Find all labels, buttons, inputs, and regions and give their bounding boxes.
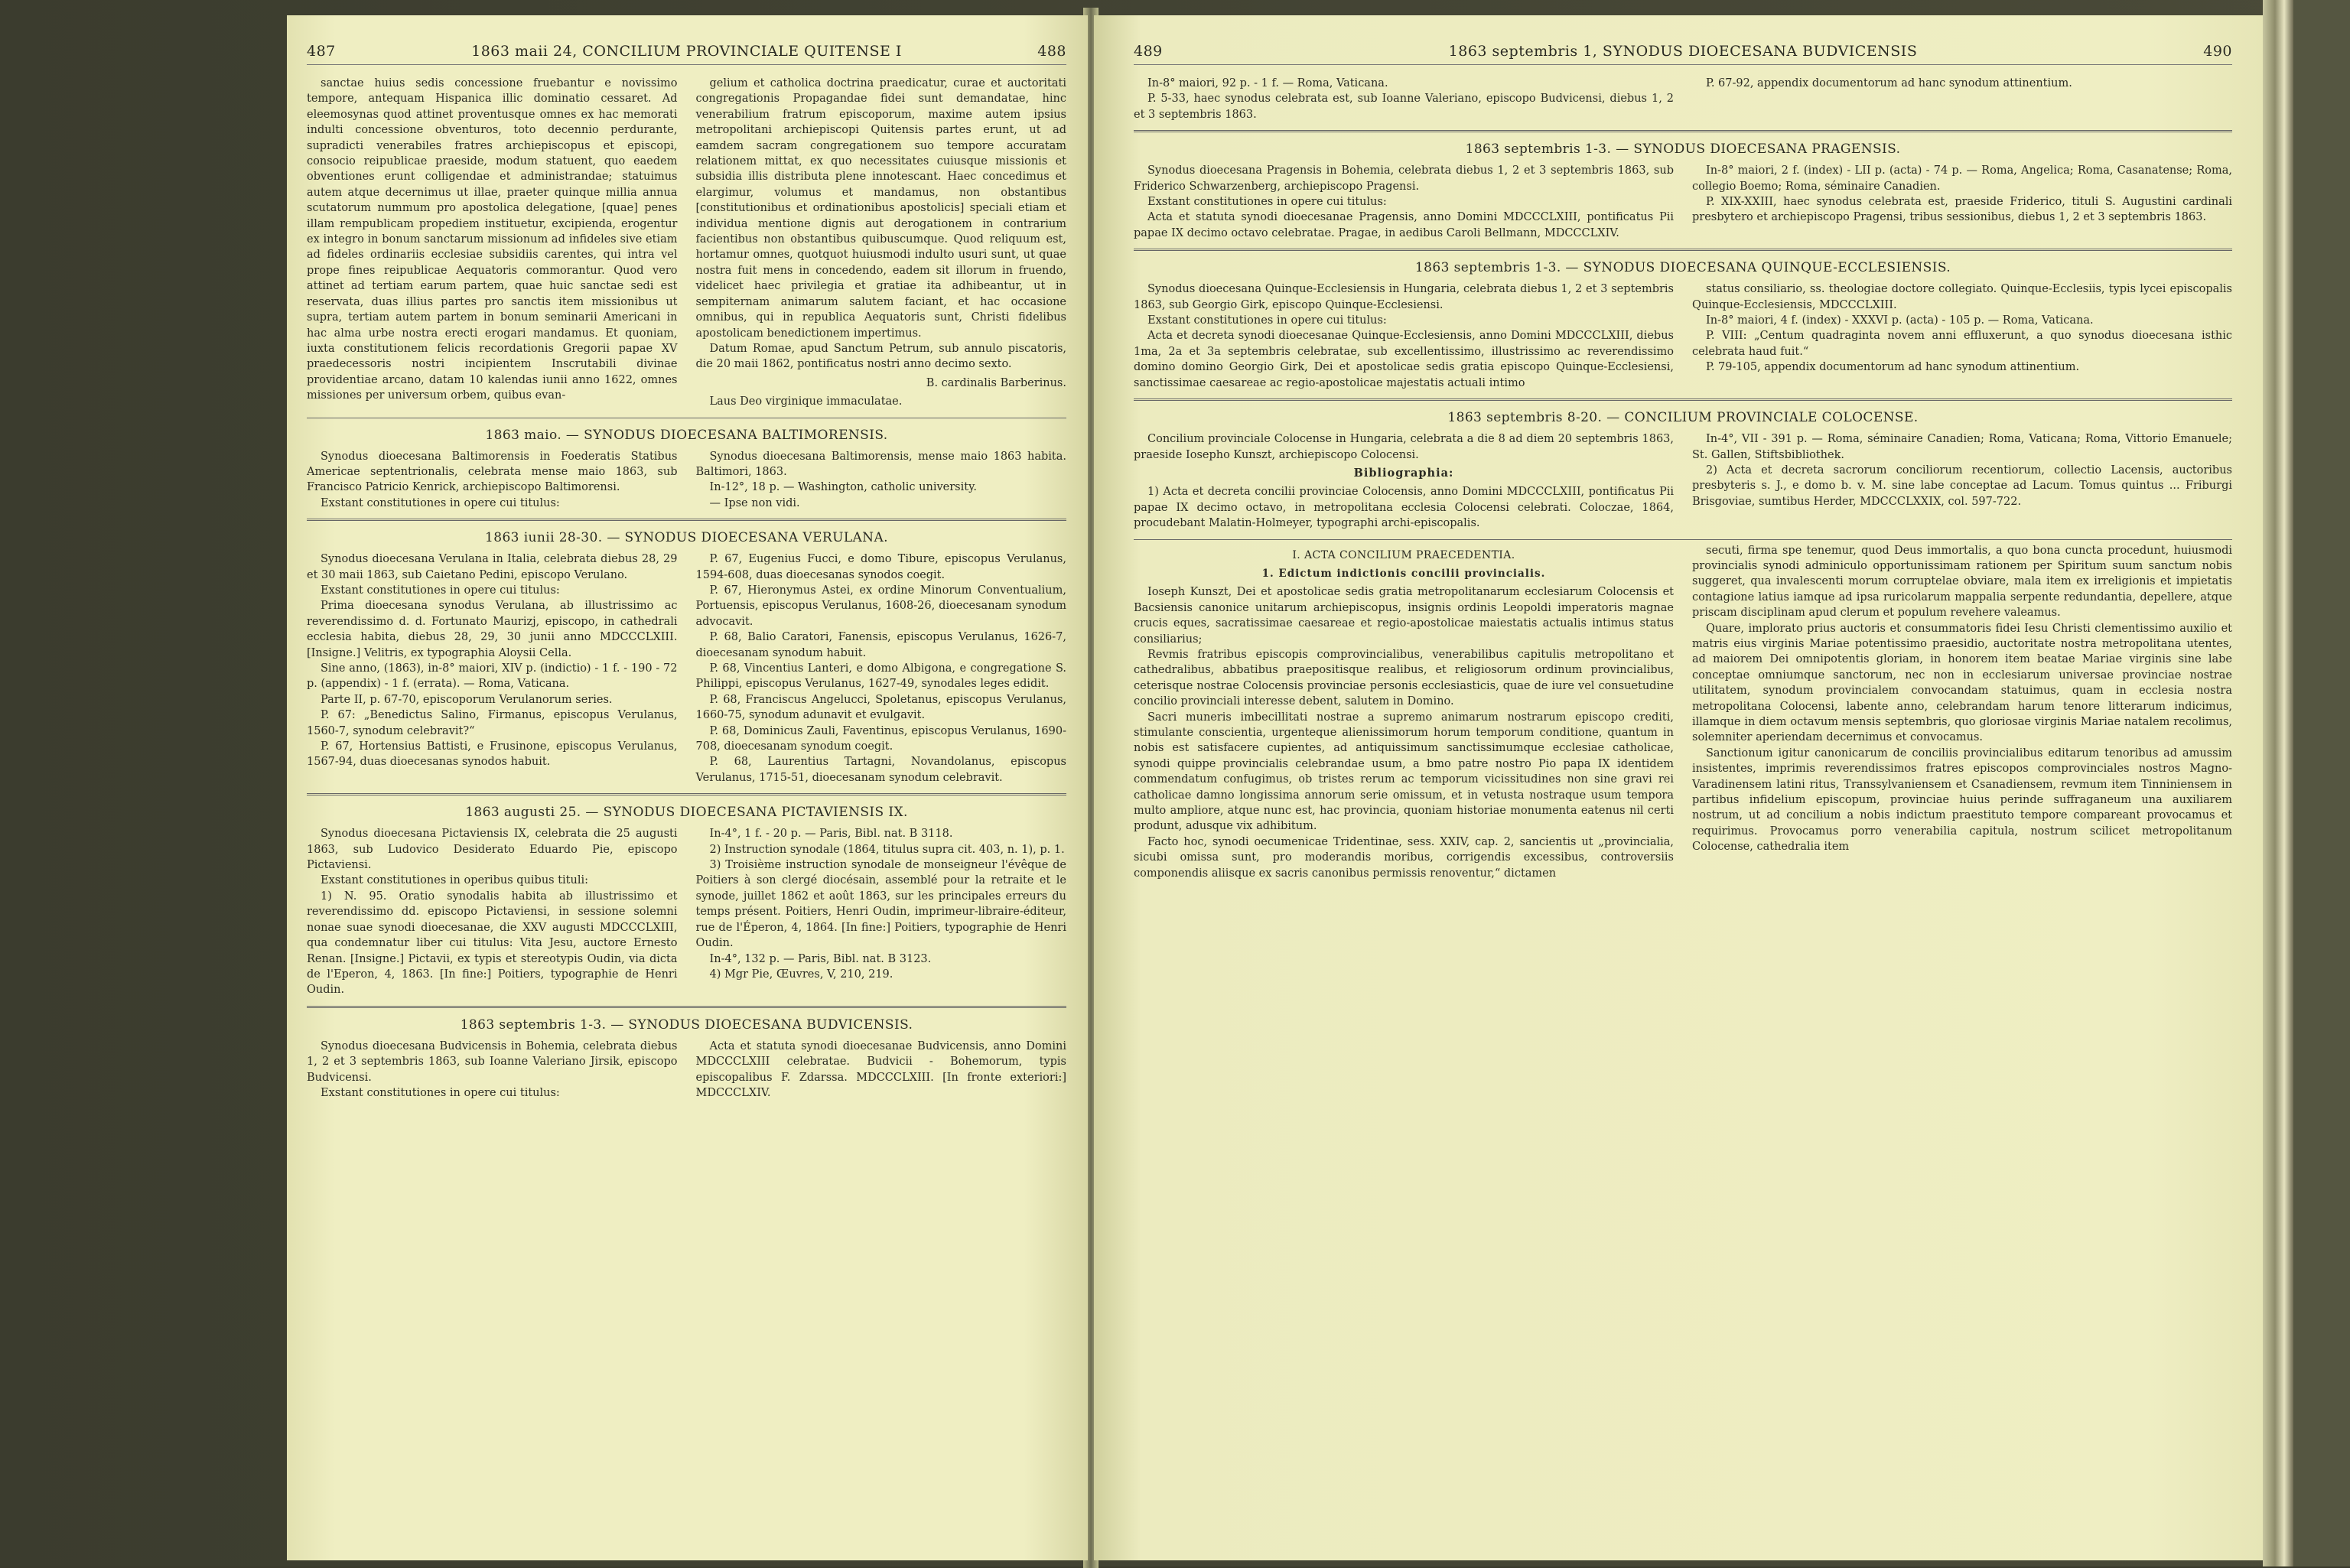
divider <box>1134 399 2232 401</box>
paragraph: Exstant constitutiones in opere cui titulus: <box>1147 196 1387 209</box>
closing-line: Laus Deo virginique immaculatae. <box>709 395 903 408</box>
bibliography-heading: Bibliographia: <box>1353 466 1454 480</box>
paragraph: 2) Acta et decreta sacrorum conciliorum recentiorum, collectio Lacensis, auctoribus presbyteris s. J., e domo b. v. M. sine labe conceptae ad Lacum. Tomus quintus ... Friburgi Brisgoviae, sumtibus Herder, MDCCCLXXIX, col. 597-722. <box>1692 464 2232 508</box>
signature: B. cardinalis Barberinus. <box>926 376 1066 389</box>
paragraph: P. 79-105, appendix documentorum ad hanc synodum attinentium. <box>1706 361 2080 374</box>
paragraph: Synodus dioecesana Budvicensis in Bohemia, celebrata diebus 1, 2 et 3 septembris 1863, sub Ioanne Valeriano Jirsik, episcopo Budvicensi. <box>307 1039 678 1084</box>
paragraph: In-8° maiori, 4 f. (index) - XXXVI p. (acta) - 105 p. — Roma, Vaticana. <box>1706 314 2094 327</box>
paragraph: secuti, firma spe tenemur, quod Deus immortalis, a quo bona cuncta procedunt, huiusmodi provincialis synodi adminiculo opportunissimam rationem per Spiritum suum sanctum nobis suggeret, qua invalescenti morum corruptelae obviare, mala item ex irreligionis et impietatis contagione latius iamque ad ipsa ruricolarum mappalia serpente redundantia, depellere, atque priscam disciplinam apud clerum et populum revehere valeamus. <box>1692 544 2232 620</box>
column-right <box>696 826 1067 997</box>
paragraph: Acta et statuta synodi dioecesanae Pragensis, anno Domini MDCCCLXIII, pontificatus Pii papae IX decimo octavo celebratae. Pragae, in aedibus Caroli Bellmann, MDCCCLXIV. <box>1134 211 1674 239</box>
paragraph: P. XIX-XXIII, haec synodus celebrata est, praeside Friderico, tituli S. Augustini cardinali presbytero et archiepiscopo Pragensi, tribus sessionibus, diebus 1, 2 et 3 septembris 1863. <box>1692 196 2232 224</box>
column-left <box>1134 543 1674 882</box>
paragraph: Synodus dioecesana Baltimorensis, mense maio 1863 habita. Baltimori, 1863. <box>695 450 1066 478</box>
paragraph: Concilium provinciale Colocense in Hungaria, celebrata a die 8 ad diem 20 septembris 1863, praeside Iosepho Kunszt, archiepiscopo Colocensi. <box>1134 433 1674 461</box>
paragraph: 1) N. 95. Oratio synodalis habita ab illustrissimo et reverendissimo dd. episcopo Pictaviensi, in sessione solemni nonae suae synodi dioecesanae, die XXV augusti MDCCCLXIII, qua condemnatur liber cui titulus: Vita Jesu, auctore Ernesto Renan. [Insigne.] Pictavii, ex typis et stereotypis Oudin, via dicta de l'Eperon, 4, 1863. [In fine:] Poitiers, typographie de Henri Oudin. <box>307 890 678 997</box>
column-right <box>1692 76 2232 122</box>
section-budvicensis <box>307 1017 1066 1101</box>
left-page <box>287 15 1088 1560</box>
section-title: 1863 septembris 8-20. — CONCILIUM PROVINCIALE COLOCENSE. <box>1447 410 1919 426</box>
paragraph: Exstant constitutiones in opere cui titulus: <box>321 584 560 597</box>
paragraph: P. 68, Balio Caratori, Fanensis, episcopus Verulanus, 1626-7, dioecesanam synodum habuit. <box>695 631 1066 659</box>
paragraph: Quare, implorato prius auctoris et consummatoris fidei Iesu Christi clementissimo auxilio et matris eius virginis Mariae potentissimo praesidio, auctoritate nostra metropolitana utentes, ad maiorem Dei omnipotentis gloriam, in honorem item beatae Mariae virginis sine labe conceptae omniumque sanctorum, nec non in ecclesiarum universae provinciae nostrae utilitatem, synodum provincialem convocandam statuimus, quam in ecclesia nostra metropolitana Colocensi, labente anno, celebrandam harum tenore litterarum indicimus, illamque in diem octavum mensis septembris, quo gloriosae virginis Mariae natalem recolimus, solemniter aperiendam decernimus et convocamus. <box>1692 622 2232 744</box>
subsection-subheading: 1. Edictum indictionis concilii provincialis. <box>1261 567 1546 580</box>
section-title: 1863 iunii 28-30. — SYNODUS DIOECESANA VERULANA. <box>485 530 888 546</box>
page-number: 490 <box>2203 43 2232 60</box>
column-left <box>307 76 678 410</box>
column-right <box>1692 431 2232 531</box>
column-right <box>1692 281 2232 391</box>
paragraph: Prima dioecesana synodus Verulana, ab illustrissimo ac reverendissimo d. d. Fortunato Maurizj, episcopo, in cathedrali ecclesia habita, diebus 28, 29, 30 junii anno MDCCCLXIII. [Insigne.] Velitris, ex typographia Aloysii Cella. <box>307 600 678 659</box>
paragraph: 3) Troisième instruction synodale de monseigneur l'évêque de Poitiers à son clergé diocésain, assemblé pour la retraite et le synode, juillet 1862 et août 1863, sur les principales erreurs du temps présent. Poitiers, Henri Oudin, imprimeur-libraire-éditeur, rue de l'Éperon, 4, 1864. [In fine:] Poitiers, typographie de Henri Oudin. <box>695 859 1066 950</box>
divider <box>1134 249 2232 251</box>
paragraph: Synodus dioecesana Pragensis in Bohemia, celebrata diebus 1, 2 et 3 septembris 1863, sub Friderico Schwarzenberg, archiepiscopo Pragensi. <box>1134 164 1674 193</box>
divider <box>307 793 1066 795</box>
paragraph: gelium et catholica doctrina praedicatur, curae et auctoritati congregationis Propagandae fidei sunt demandatae, hinc venerabilium fratrum episcoporum, maxime autem ipsius metropolitani archiepiscopi Quitensis partes erunt, ut ad eamdem sacram congregationem suo tempore accuratam relationem mittat, ex quo necessitates cuiusque missionis et subsidia illis distributa plene innotescant. Haec concedimus et elargimur, volumus et mandamus, non obstantibus [constitutionibus et ordinationibus apostolicis] speciali etiam et individua mentione dignis aut derogationem in contrarium facientibus non obstantibus quibuscumque. Quod reliquum est, hortamur omnes, quotquot huiusmodi indulto usuri sunt, ut quae nostra fuit mens in concedendo, eadem sit illorum in fruendo, videlicet haec privilegia et gratiae ita adhibeantur, ut in sempiternam animarum salutem faciant, et hac occasione omnibus, qui in republica Aequatoris sunt, Christi fidelibus apostolicam benedictionem impertimus. <box>695 77 1066 340</box>
paragraph: Exstant constitutiones in operibus quibus tituli: <box>321 874 589 887</box>
paragraph: Sanctionum igitur canonicarum de conciliis provincialibus editarum tenoribus ad amussim insistentes, imprimis reverendissimos fratres episcopos comprovinciales nostros Magno-Varadinensem latini ritus, Transsylvaniensem et Csanadiensem, revmum item Tinniniensem in partibus infidelium episcopum, provinciae huius perinde suffraganeum una auxiliarem nostrum, ut ad concilium a nobis indictum praestituto tempore compareant provocamus et requirimus. Provocamus porro venerabilia capitula, nostrum scilicet metropolitanum Colocense, cathedralia item <box>1692 747 2232 854</box>
paragraph: Facto hoc, synodi oecumenicae Tridentinae, sess. XXIV, cap. 2, sancientis ut „provincialia, sicubi omissa sunt, pro moderandis moribus, corrigendis excessibus, controversiis componendis aliisque ex sacris canonibus permissis renoventur,“ dictamen <box>1134 835 1674 880</box>
section-colocense <box>1134 410 2232 531</box>
paragraph: P. 67: „Benedictus Salino, Firmanus, episcopus Verulanus, 1560-7, synodum celebravit?“ <box>307 709 678 737</box>
section-title: 1863 septembris 1-3. — SYNODUS DIOECESANA QUINQUE-ECCLESIENSIS. <box>1414 260 1951 276</box>
section-quinque-ecclesiensis <box>1134 260 2232 391</box>
paragraph: Revmis fratribus episcopis comprovincialibus, venerabilibus capitulis metropolitano et cathedralibus, abbatibus praepositisque realibus, et religiosorum ordinum provincialibus, ceterisque nostrae Colocensis provinciae personis ecclesiasticis, quae de iure vel consuetudine concilio provinciali interesse debent, salutem in Domino. <box>1134 648 1674 708</box>
paragraph: Parte II, p. 67-70, episcoporum Verulanorum series. <box>321 693 613 706</box>
paragraph: status consiliario, ss. theologiae doctore collegiato. Quinque-Ecclesiis, typis lycei episcopalis Quinque-Ecclesiensis, MDCCCLXIII. <box>1692 283 2232 311</box>
right-page-header <box>1134 43 2232 65</box>
column-left <box>1134 431 1674 531</box>
section-quitense-continuation <box>307 76 1066 410</box>
paragraph: Acta et decreta synodi dioecesanae Quinque-Ecclesiensis, anno Domini MDCCCLXIII, diebus 1ma, 2a et 3a septembris celebratae, sub excellentissimo, illustrissimo ac reverendissimo domino domino Georgio Girk, Dei et apostolicae sedis gratia episcopo Quinque-Ecclesiensi, sanctissimae caesareae ac regio-apostolicae majestatis actuali intimo <box>1134 330 1674 389</box>
section-baltimorensis <box>307 428 1066 512</box>
divider <box>307 519 1066 521</box>
paragraph: P. 68, Laurentius Tartagni, Novandolanus, episcopus Verulanus, 1715-51, dioecesanam synodum celebravit. <box>695 756 1066 784</box>
paragraph: P. 67, Hortensius Battisti, e Frusinone, episcopus Verulanus, 1567-94, duas dioecesanas synodos habuit. <box>307 740 678 769</box>
section-pictaviensis <box>307 805 1066 997</box>
paragraph: In-8° maiori, 2 f. (index) - LII p. (acta) - 74 p. — Roma, Angelica; Roma, Casanatense; Roma, collegio Boemo; Roma, séminaire Canadien. <box>1692 164 2232 193</box>
paragraph: Synodus dioecesana Baltimorensis in Foederatis Statibus Americae septentrionalis, celebrata mense maio 1863, sub Francisco Patricio Kenrick, archiepiscopo Baltimorensi. <box>307 450 678 494</box>
divider <box>1134 539 2232 540</box>
page-number: 488 <box>1037 43 1066 60</box>
paragraph: — Ipse non vidi. <box>709 496 800 509</box>
paragraph: P. 5-33, haec synodus celebrata est, sub Ioanne Valeriano, episcopo Budvicensi, diebus 1, 2 et 3 septembris 1863. <box>1134 93 1674 121</box>
section-title: 1863 augusti 25. — SYNODUS DIOECESANA PICTAVIENSIS IX. <box>465 805 908 821</box>
paragraph: P. 67, Hieronymus Astei, ex ordine Minorum Conventualium, Portuensis, episcopus Verulanus, 1608-26, dioecesanam synodum advocavit. <box>695 584 1066 628</box>
subsection-heading: I. ACTA CONCILIUM PRAECEDENTIA. <box>1292 548 1515 561</box>
paragraph: P. 68, Dominicus Zauli, Faventinus, episcopus Verulanus, 1690-708, dioecesanam synodum coegit. <box>695 724 1066 753</box>
section-budvicensis-continuation <box>1134 76 2232 122</box>
paragraph: Ioseph Kunszt, Dei et apostolicae sedis gratia metropolitanarum ecclesiarum Colocensis et Bacsiensis canonice unitarum archiepiscopus, insignis ordinis Leopoldi imperatoris magnae crucis eques, sacratissimae caesareae et regio-apostolicae maiestatis actualis intimus status consiliarius; <box>1134 586 1674 646</box>
paragraph: Sacri muneris imbecillitati nostrae a supremo animarum nostrarum episcopo crediti, stimulante conscientia, urgenteque alienissimorum horum temporum conditione, quantum in nobis est satisfacere cupientes, ad antiquissimum sanctissimumque ecclesiae catholicae, synodi quippe provincialis celebrandae usum, a bmo patre nostro Pio papa IX identidem commendatum confugimus, ob tristes rerum ac temporum vicissitudines non sine gravi rei catholicae damno longissima annorum serie omissum, et in vetusta nostraque usum tempora multo ampliore, atque nunc est, hac provincia, quoniam historiae monumenta eatenus nil certi produnt, adusque vix adhibitum. <box>1134 711 1674 833</box>
book-cover-board <box>2293 0 2350 1566</box>
section-title: 1863 septembris 1-3. — SYNODUS DIOECESANA BUDVICENSIS. <box>460 1017 913 1033</box>
column-right <box>1692 543 2232 882</box>
paragraph: In-4°, 1 f. - 20 p. — Paris, Bibl. nat. B 3118. <box>709 828 953 841</box>
paragraph: In-4°, VII - 391 p. — Roma, séminaire Canadien; Roma, Vaticana; Roma, Vittorio Emanuele; St. Gallen, Stiftsbibliothek. <box>1692 433 2232 461</box>
paragraph: P. 68, Franciscus Angelucci, Spoletanus, episcopus Verulanus, 1660-75, synodum adunavit et evulgavit. <box>695 693 1066 722</box>
section-title: 1863 maio. — SYNODUS DIOECESANA BALTIMORENSIS. <box>485 427 888 443</box>
paragraph: P. 68, Vincentius Lanteri, e domo Albigona, e congregatione S. Philippi, episcopus Verulanus, 1627-49, synodales leges edidit. <box>695 662 1066 691</box>
paragraph: Datum Romae, apud Sanctum Petrum, sub annulo piscatoris, die 20 maii 1862, pontificatus nostri anno decimo sexto. <box>695 342 1066 371</box>
paragraph: P. 67, Eugenius Fucci, e domo Tibure, episcopus Verulanus, 1594-608, duas dioecesanas synodos coegit. <box>695 553 1066 581</box>
paragraph: In-12°, 18 p. — Washington, catholic university. <box>709 481 977 494</box>
paragraph: In-4°, 132 p. — Paris, Bibl. nat. B 3123. <box>709 952 932 965</box>
section-verulana <box>307 530 1066 786</box>
paragraph: Exstant constitutiones in opere cui titulus: <box>321 496 560 509</box>
column-left <box>1134 163 1674 241</box>
column-right <box>1692 163 2232 241</box>
column-left <box>1134 76 1674 122</box>
paragraph: 1) Acta et decreta concilii provinciae Colocensis, anno Domini MDCCCLXIII, pontificatus Pii papae IX decimo octavo, in metropolitana ecclesia Colocensi celebrati. Coloczae, 1864, procudebant Malatin-Holmeyer, typographi archi-episcopalis. <box>1134 486 1674 530</box>
section-acta-praecedentia <box>1134 543 2232 882</box>
paragraph: Sine anno, (1863), in-8° maiori, XIV p. (indictio) - 1 f. - 190 - 72 p. (appendix) - 1 f. (errata). — Roma, Vaticana. <box>307 662 678 691</box>
paragraph: Acta et statuta synodi dioecesanae Budvicensis, anno Domini MDCCCLXIII celebratae. Budvicii - Bohemorum, typis episcopalibus F. Zdarssa. MDCCCLXIII. [In fronte exteriori:] MDCCCLXIV. <box>695 1039 1066 1099</box>
paragraph: Synodus dioecesana Quinque-Ecclesiensis in Hungaria, celebrata diebus 1, 2 et 3 septembris 1863, sub Georgio Girk, episcopo Quinque-Ecclesiensi. <box>1134 283 1674 311</box>
column-right <box>696 1039 1067 1101</box>
paragraph: Exstant constitutiones in opere cui titulus: <box>1147 314 1387 327</box>
page-number: 487 <box>307 43 336 60</box>
paragraph: P. VIII: „Centum quadraginta novem anni effluxerunt, a quo synodus dioecesana isthic celebrata haud fuit.“ <box>1692 330 2232 358</box>
column-right <box>696 551 1067 786</box>
column-left <box>307 826 678 997</box>
page-number: 489 <box>1134 43 1163 60</box>
left-page-header <box>307 43 1066 65</box>
column-left <box>1134 281 1674 391</box>
page-edges <box>2263 0 2293 1566</box>
paragraph: Exstant constitutiones in opere cui titulus: <box>321 1086 560 1099</box>
running-title: 1863 septembris 1, SYNODUS DIOECESANA BUDVICENSIS <box>1448 43 1918 60</box>
right-page <box>1094 15 2263 1560</box>
paragraph: Synodus dioecesana Verulana in Italia, celebrata diebus 28, 29 et 30 maii 1863, sub Caietano Pedini, episcopo Verulano. <box>307 553 678 581</box>
column-left <box>307 449 678 512</box>
divider <box>1134 130 2232 132</box>
paragraph: P. 67-92, appendix documentorum ad hanc synodum attinentium. <box>1706 77 2072 89</box>
column-left <box>307 551 678 786</box>
column-right <box>696 76 1067 410</box>
paragraph: Synodus dioecesana Pictaviensis IX, celebrata die 25 augusti 1863, sub Ludovico Desiderato Eduardo Pie, episcopo Pictaviensi. <box>307 828 678 872</box>
section-title: 1863 septembris 1-3. — SYNODUS DIOECESANA PRAGENSIS. <box>1465 142 1901 158</box>
column-right <box>696 449 1067 512</box>
column-left <box>307 1039 678 1101</box>
paragraph: sanctae huius sedis concessione fruebantur e novissimo tempore, antequam Hispanica illic dominatio cessaret. Ad eleemosynas quod attinet proventusque omnes ex hac memorati indulti concessione obventuros, toto decennio perdurante, supradicti venerabiles fratres archiepiscopus et episcopi, consocio reipublicae praeside, modum statuent, quo eaedem obventiones erunt colligendae et administrandae; statuimus autem atque decernimus ut illae, praeter quinque millia annua scutatorum nummum pro apostolica delegatione, [quae] penes illam rempublicam propediem instituetur, excipienda, erogentur ex integro in bonum sanctarum missionum ad infideles sive etiam ad fideles ordinariis ecclesiae subsidiis carentes, qui intra vel prope fines reipublicae Aequatoris commorantur. Quod vero attinet ad tertiam earum partem, quae huic sanctae sedi est reservata, duas illius partes pro sanctis item missionibus ut supra, tertiam autem partem in bonum seminarii Americani in hac alma urbe nostra erecti erogari mandamus. Et quoniam, iuxta constitutionem felicis recordationis Gregorii papae XV praedecessoris nostri incipientem Inscrutabili divinae providentiae arcano, datam 10 kalendas iunii anno 1622, omnes missiones per universum orbem, quibus evan- <box>307 77 678 402</box>
paragraph: In-8° maiori, 92 p. - 1 f. — Roma, Vaticana. <box>1147 77 1388 89</box>
paragraph: 2) Instruction synodale (1864, titulus supra cit. 403, n. 1), p. 1. <box>709 843 1065 856</box>
divider <box>307 1006 1066 1008</box>
running-title: 1863 maii 24, CONCILIUM PROVINCIALE QUITENSE I <box>471 43 902 60</box>
section-pragensis <box>1134 142 2232 241</box>
paragraph: 4) Mgr Pie, Œuvres, V, 210, 219. <box>709 968 893 981</box>
